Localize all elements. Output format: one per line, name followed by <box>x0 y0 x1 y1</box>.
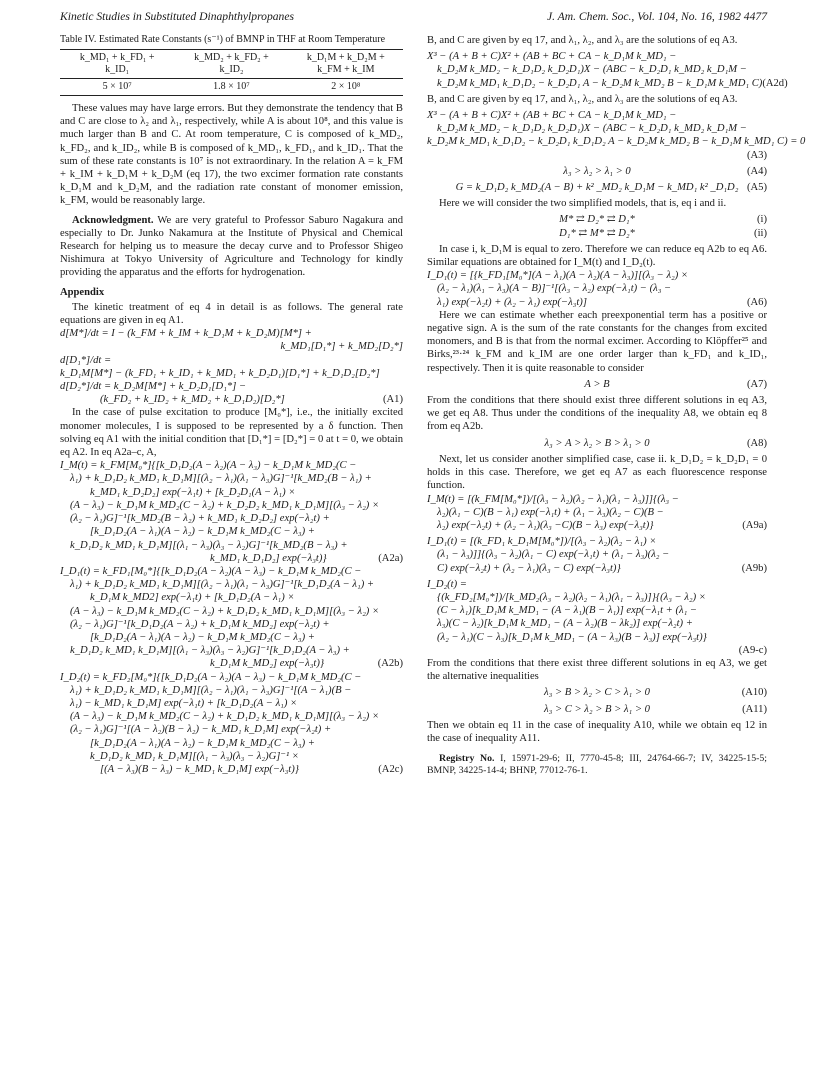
equation-text: k_MD₁ k_D₁D₂] exp(−λ₃t)} <box>210 552 327 564</box>
equation-line: k_D₂M k_MD₂ − k_D₁D₂ k_D₂D₁)X − (ABC − k_D₂D₁ k_MD₂ k_D₁M − <box>437 123 747 135</box>
table-header-cell: k_MD₁ + k_FD₁ + <box>79 52 155 63</box>
equation-a3 <box>427 109 806 162</box>
running-title: Kinetic Studies in Substituted Dinaphthylpropanes <box>60 10 295 23</box>
equation-text: λ₂) exp(−λ₂t) + (λ₂ − λ₁)(λ₃ −C)(B − λ₃) exp(−λ₃t)} <box>437 519 654 531</box>
table-header-cell: k_ID₂ <box>219 64 244 75</box>
equation-line: [k_D₁D₂(A − λ₁)(A − λ₂) − k_D₁M k_MD₂(C − λ₃) + <box>90 526 315 538</box>
equation-line: d[D₂*]/dt = k_D₂M[M*] + k_D₂D₁[D₁*] − <box>60 381 247 393</box>
equation-line: λ₁) + k_D₁D₂ k_MD₁ k_D₁M][(λ₂ − λ₁)(λ₁ − λ₃)G]⁻¹[k_D₁D₂(A − λ₁) + <box>70 579 375 591</box>
equation-line: k_D₁M k_MD2] exp(−λ₁t) + [k_D₁D₂(A − λ₁) × <box>90 592 295 604</box>
table-cell: 1.8 × 10⁷ <box>213 81 250 92</box>
equation-a9a <box>427 493 767 533</box>
table-header-cell: k_D₁M + k_D₂M + <box>306 52 385 63</box>
equation-line: (λ₁ − λ₃)]]{(λ₃ − λ₂)(λ₁ − C) exp(−λ₁t) + (λ₁ − λ₃)(λ₂ − <box>437 549 670 561</box>
equation-line: (λ₂ − λ₁)G]⁻¹[k_MD₂(B − λ₂) + k_MD₁ k_D₂D₂] exp(−λ₂t) + <box>70 513 330 525</box>
registry-label: Registry No. <box>439 753 495 765</box>
equation-line: (A − λ₃) − k_D₁M k_MD₂(C − λ₂) + k_D₂D₂ k_MD₁ k_D₁M][(λ₃ − λ₂) × <box>70 499 380 511</box>
equation-a2a <box>60 459 403 565</box>
equation-line: I_D₁(t) = [{k_FD₁[M₀*](A − λ₁)(A − λ₂)(A − λ₃)][(λ₃ − λ₂) × <box>427 270 689 282</box>
equation-line: k_MD₁[D₁*] + k_MD₂[D₂*] <box>280 341 403 353</box>
table-header-cell: k_FM + k_IM <box>317 64 375 75</box>
equation-number: (A6) <box>746 296 767 308</box>
equation-number: (A9b) <box>741 562 767 574</box>
rate-constant-table <box>60 49 403 96</box>
table-header-row <box>60 50 403 64</box>
page-header <box>60 10 767 26</box>
equation-a9b <box>427 535 767 575</box>
body-paragraph: In the case of pulse excitation to produce [M₀*], i.e., the initially excited monomer molecules, I is supposed to be represented by a δ function. Then solving eq A1 with the initial condition that [D₁*] = [D₂*] = 0 at t = 0, we obtain eq A2. In eq A2a–c, A, <box>60 407 403 459</box>
equation-line: I_D₁(t) = k_FD₁[M₀*]{[k_D₁D₂(A − λ₂)(A − λ₃) − k_D₁M k_MD₂(C − <box>60 565 362 577</box>
equation-line: k_D₂M k_MD₁ k_D₁D₂ − k_D₂D₁ k_D₁D₂ A − k_D₂M k_MD₂ B − k_D₁M k_MD₁ C) = 0 <box>427 136 806 148</box>
table-header-row <box>60 64 403 79</box>
equation-line: {(k_FD₂[M₀*])/[k_MD₂(λ₃ − λ₂)(λ₂ − λ₁)(λ₁ − λ₃)]}{(λ₃ − λ₂) × <box>437 591 706 603</box>
body-paragraph: These values may have large errors. But they demonstrate the tendency that B and C are close to λ₂ and λ₁, respectively, while A is about 10⁸, and this value is much larger than B and C. At room temperature, C is composed of k_MD₂, k_FD₂, and k_ID₂, while B is composed of k_MD₁, k_FD₁, and k_ID₁. That the sum of these rate constants is 10⁷ is not extraordinary. In the relation A = k_FM + k_IM + k_D₁M + k_D₂M (eq 17), the two excimer formation rate constants k_D₁M and k_D₂M, and the radiation rate constant of monomer emission, k_FM, would be reasonably large. <box>60 103 403 207</box>
equation-a6 <box>427 269 767 309</box>
equation-line: [k_D₁D₂(A − λ₁)(A − λ₂) − k_D₁M k_MD₂(C − λ₃) + <box>90 631 315 643</box>
equation-text: k_D₁M k_MD₂] exp(−λ₃t)} <box>210 658 325 670</box>
equation-number: (ii) <box>754 227 767 239</box>
left-column <box>60 34 403 776</box>
equation-a7 <box>427 378 767 391</box>
equation-line <box>427 77 788 90</box>
equation-line: d[D₁*]/dt = <box>60 354 112 366</box>
equation-line: (λ₂ − λ₁)G]⁻¹[(A − λ₂)(B − λ₂) − k_MD₁ k_D₁M] exp(−λ₂t) + <box>70 724 332 736</box>
appendix-heading: Appendix <box>60 286 105 298</box>
equation-number: (A5) <box>746 182 767 194</box>
equation-line <box>427 562 767 575</box>
equation-number: (A9-c) <box>738 644 767 656</box>
equation-line: λ₁) − k_MD₁ k_D₁M] exp(−λ₁t) + [k_D₁D₂(A − λ₁) × <box>70 697 298 709</box>
equation-i <box>427 213 767 226</box>
equation-number: (A3) <box>746 149 767 161</box>
equation-number: (A9a) <box>742 519 767 531</box>
equation-number: (A8) <box>746 437 767 449</box>
body-paragraph: B, and C are given by eq 17, and λ₁, λ₂, and λ₃ are the solutions of eq A3. <box>427 93 738 105</box>
equation-number: (A2a) <box>378 552 403 564</box>
body-paragraph: Then we obtain eq 11 in the case of inequality A10, while we obtain eq 12 in the case of inequality A11. <box>427 719 767 744</box>
registry-numbers <box>427 753 767 776</box>
equation-text: k_D₂M k_MD₁ k_D₁D₂ − k_D₂D₁ A − k_D₂M k_MD₂ B − k_D₁M k_MD₁ C) <box>437 77 763 89</box>
body-paragraph: B, and C are given by eq 17, and λ₁, λ₂, and λ₃ are the solutions of eq A3. <box>427 35 738 46</box>
equation-number: (A1) <box>382 394 403 406</box>
body-paragraph: Next, let us consider another simplified case, case ii. k_D₁D₂ = k_D₂D₁ = 0 holds in this case. Therefore, we get eq A7 as each fluorescence response function. <box>427 453 767 492</box>
equation-line <box>427 644 767 657</box>
equation-text: λ₃ > λ₂ > λ₁ > 0 <box>563 165 631 177</box>
equation-line: k_D₁D₂ k_MD₁ k_D₁M][(λ₁ − λ₃)(λ₃ − λ₂)G]⁻¹[k_MD₂(B − λ₃) + <box>70 539 348 551</box>
equation-text: λ₁) exp(−λ₂t) + (λ₂ − λ₁) exp(−λ₃t)] <box>437 296 587 308</box>
equation-line: k_D₁D₂ k_MD₁ k_D₁M][(λ₁ − λ₃)(λ₃ − λ₂)G]⁻¹ × <box>90 750 299 762</box>
table-header-cell: k_MD₂ + k_FD₂ + <box>194 52 269 63</box>
equation-line: d[M*]/dt = I − (k_FM + k_IM + k_D₁M + k_D₂M)[M*] + <box>60 328 312 340</box>
equation-line: k_MD₁ k_D₂D₂] exp(−λ₁t) + [k_D₂D₁(A − λ₁) × <box>90 486 296 498</box>
table-caption: Table IV. Estimated Rate Constants (s⁻¹) of BMNP in THF at Room Temperature <box>60 34 386 45</box>
right-column <box>427 34 806 776</box>
body-paragraph: Here we will consider the two simplified models, that is, eq i and ii. <box>439 198 727 210</box>
equation-line <box>427 519 767 532</box>
equation-line <box>427 149 767 162</box>
equation-text: λ₃ > C > λ₂ > B > λ₁ > 0 <box>544 703 650 715</box>
equation-line <box>60 552 403 565</box>
equation-line: (λ₂ − λ₁)G]⁻¹[k_D₁D₂(A − λ₂) + k_D₁M k_MD₂] exp(−λ₂t) + <box>70 618 330 630</box>
equation-line <box>427 296 767 309</box>
acknowledgment <box>60 214 403 280</box>
equation-line <box>60 393 403 406</box>
equation-number: (A11) <box>742 703 767 715</box>
equation-line: X³ − (A + B + C)X² + (AB + BC + CA − k_D₁M k_MD₁ − <box>427 51 677 63</box>
equation-line: (A − λ₃) − k_D₁M k_MD₂(C − λ₂) + k_D₁D₂ k_MD₁ k_D₁M][(λ₃ − λ₂) × <box>70 605 380 617</box>
equation-line: λ₁) + k_D₁D₂ k_MD₁ k_D₁M][(λ₂ − λ₁)(λ₁ − λ₃)G]⁻¹[k_MD₂(B − λ₁) + <box>70 473 372 485</box>
equation-a10 <box>427 686 767 699</box>
table-row <box>60 79 403 95</box>
equation-number: (A2b) <box>377 658 403 670</box>
equation-number: (A2c) <box>378 763 403 775</box>
equation-line: I_M(t) = k_FM[M₀*]{[k_D₁D₂(A − λ₂)(A − λ₃) − k_D₁M k_MD₂(C − <box>60 460 357 472</box>
equation-line: k_D₂M k_MD₂ − k_D₁D₂ k_D₂D₁)X − (ABC − k_D₂D₁ k_MD₂ k_D₁M − <box>437 64 747 76</box>
equation-a2c <box>60 671 403 777</box>
equation-number: (A4) <box>746 165 767 177</box>
journal-citation: J. Am. Chem. Soc., Vol. 104, No. 16, 1982 4477 <box>546 10 767 23</box>
equation-a11 <box>427 703 767 716</box>
body-paragraph: From the conditions that there should exist three different solutions in eq A3, we get eq A8. Thus under the conditions of the inequality A8, we obtain eq 8 from eq A2b. <box>427 395 767 433</box>
equation-line: (A − λ₃) − k_D₁M k_MD₂(C − λ₂) + k_D₁D₂ k_MD₁ k_D₁M][(λ₃ − λ₂) × <box>70 711 380 723</box>
equation-line: k_D₁M[M*] − (k_FD₁ + k_ID₁ + k_MD₁ + k_D₂D₁)[D₁*] + k_D₁D₂[D₂*] <box>60 367 380 379</box>
registry-text: I, 15971-29-6; II, 7770-45-8; III, 24764-66-7; IV, 34225-15-5; BMNP, 34225-14-4; BHNP, 77012-76-1. <box>427 753 767 776</box>
acknowledgment-label: Acknowledgment. <box>72 214 154 226</box>
body-paragraph: In case i, k_D₁M is equal to zero. Therefore we can reduce eq A2b to eq A6. Similar equations are obtained for I_M(t) and I_D₂(t). <box>427 243 767 269</box>
equation-text: A > B <box>584 378 610 390</box>
body-paragraph: The kinetic treatment of eq 4 in detail is as follows. The general rate equations are given in eq A1. <box>60 301 403 327</box>
equation-a4 <box>427 165 767 178</box>
equation-line: [k_D₁D₂(A − λ₁)(A − λ₂) − k_D₁M k_MD₂(C − λ₃) + <box>90 737 315 749</box>
equation-number: (A7) <box>746 378 767 390</box>
equation-line: I_D₂(t) = k_FD₂[M₀*]{[k_D₁D₂(A − λ₂)(A − λ₃) − k_D₁M k_MD₂(C − <box>60 671 362 683</box>
equation-line: (C − λ₁)[k_D₁M k_MD₁ − (A − λ₁)(B − λ₁)] exp(−λ₁t + (λ₁ − <box>437 605 698 617</box>
equation-line <box>60 657 403 670</box>
equation-text: λ₃ > B > λ₂ > C > λ₁ > 0 <box>544 687 650 699</box>
equation-line: k_D₁D₂ k_MD₁ k_D₁M][(λ₁ − λ₃)(λ₃ − λ₂)G]⁻¹[k_D₁D₂(A − λ₃) + <box>70 645 350 657</box>
equation-text: C) exp(−λ₂t) + (λ₂ − λ₁)(λ₃ − C) exp(−λ₃t)} <box>437 562 621 574</box>
equation-a8 <box>427 437 767 450</box>
equation-number: (A2d) <box>762 77 788 89</box>
equation-text: (k_FD₂ + k_ID₂ + k_MD₂ + k_D₁D₂)[D₂*] <box>100 394 285 406</box>
equation-number: (A10) <box>741 687 767 699</box>
body-paragraph: From the conditions that there exist three different solutions in eq A3, we get the alternative inequalities <box>427 657 767 683</box>
equation-ii <box>427 227 767 240</box>
table-header-cell: k_ID₁ <box>105 64 130 75</box>
equation-text: λ₃ > A > λ₂ > B > λ₁ > 0 <box>544 437 650 449</box>
table-cell: 2 × 10⁸ <box>331 81 361 92</box>
equation-line: (λ₂ − λ₁)(C − λ₃)[k_D₁M k_MD₁ − (A − λ₃)(B − λ₃)] exp(−λ₃t)} <box>437 631 707 643</box>
equation-line: I_D₂(t) = <box>427 578 467 590</box>
equation-line: λ₃)(C − λ₂)[k_D₁M k_MD₁ − (A − λ₂)(B − λk₂)] exp(−λ₂t) + <box>437 618 693 630</box>
equation-a2b <box>60 565 403 671</box>
equation-line: I_D₁(t) = [(k_FD₁ k_D₁M[M₀*])/[(λ₃ − λ₂)(λ₂ − λ₁) × <box>427 536 657 548</box>
body-paragraph: Here we can estimate whether each preexponential term has a positive or negative sign. A is the sum of the rate constants for the changes from excited monomers, and B is that from the normal excimer. According to Klöpffer²⁵ and Birks,²³·²⁴ k_FM and k_IM are one order larger than k_FD₁ and k_ID₁, respectively. Then it is quite reasonable to consider <box>427 309 767 374</box>
equation-number: (i) <box>757 214 767 226</box>
equation-line: λ₁) + k_D₁D₂ k_MD₁ k_D₁M][(λ₂ − λ₁)(λ₁ − λ₃)G]⁻¹[(A − λ₁)(B − <box>70 684 352 696</box>
equation-a2d <box>427 50 788 90</box>
equation-text: D₁* ⇄ M* ⇄ D₂* <box>559 227 635 239</box>
equation-line: I_M(t) = [(k_FM[M₀*])/[(λ₃ − λ₂)(λ₂ − λ₁)(λ₁ − λ₃)]]{(λ₃ − <box>427 493 679 505</box>
equation-line <box>60 763 403 776</box>
equation-text: M* ⇄ D₂* ⇄ D₁* <box>559 214 635 226</box>
equation-line: X³ − (A + B + C)X² + (AB + BC + CA − k_D₁M k_MD₁ − <box>427 110 677 122</box>
equation-text: [(A − λ₃)(B − λ₃) − k_MD₁ k_D₁M] exp(−λ₃t)} <box>100 763 299 775</box>
equation-line: (λ₂ − λ₁)(λ₁ − λ₃)(A − B)]⁻¹[(λ₃ − λ₂) exp(−λ₁t) − (λ₃ − <box>437 283 672 295</box>
acknowledgment-text: We are very grateful to Professor Saburo Nagakura and especially to Dr. Junko Nakamura at the Institute of Physical and Chemical Research for helping us to measure the decay curve and to Professor Shigeo Nishimura at Tokyo University of Agriculture and Technology for kindly providing the apparatus and the efforts for hydrogenation. <box>60 214 403 279</box>
table-cell: 5 × 10⁷ <box>102 81 132 92</box>
equation-line: λ₂)(λ₁ − C)(B − λ₁) exp(−λ₁t) + (λ₁ − λ₃)(λ₂ − C)(B − <box>437 506 664 518</box>
equation-a5 <box>427 181 767 194</box>
equation-a9c <box>427 578 767 657</box>
equation-text: G = k_D₁D₂ k_MD₂(A − B) + k² _MD₂ k_D₁M − k_MD₁ k² _D₁D₂ <box>455 182 739 194</box>
